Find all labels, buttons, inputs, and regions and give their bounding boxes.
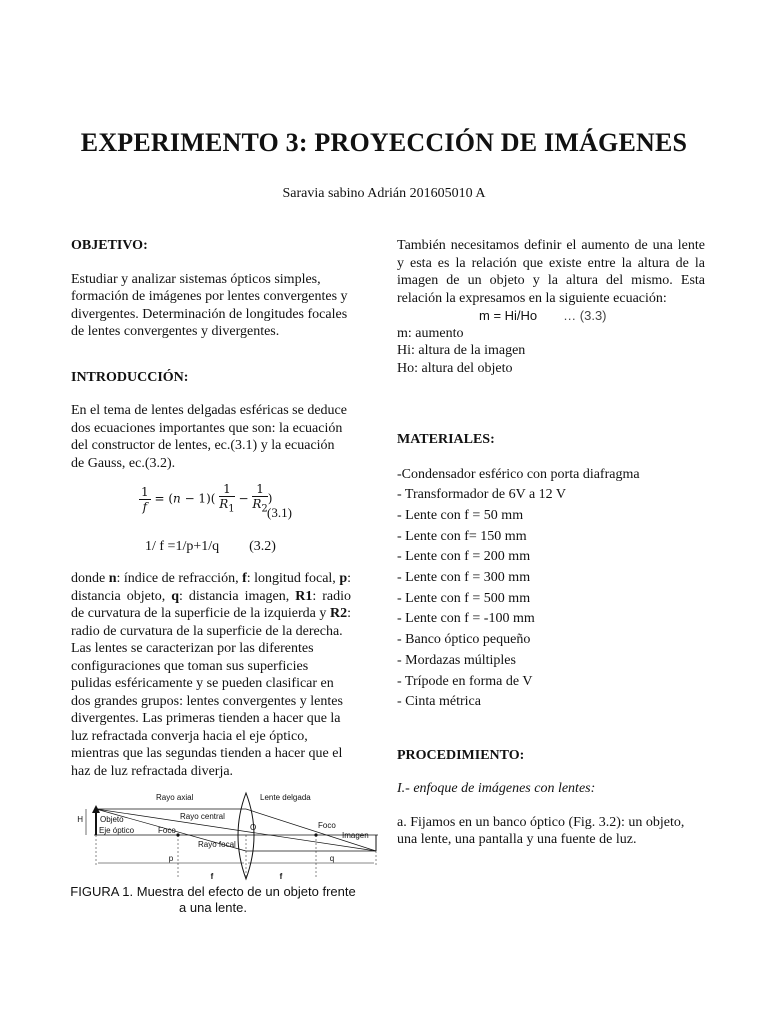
label-rayo-axial: Rayo axial [156, 793, 194, 802]
aumento-def-hi: Hi: altura de la imagen [397, 343, 526, 358]
aumento-paragraph: También necesitamos definir el aumento de una lente y esta es la relación que existe entre la altura de la imagen de un objeto y la altura del mismo. Esta relación la expresamos en la siguiente ecuación: [397, 238, 705, 306]
introduccion-paragraph-1: En el tema de lentes delgadas esféricas se deduce dos ecuaciones importantes que son: la ecuación del constructor de lentes, ec.(3.1) y la ecuación de Gauss, ec.(3.2). [71, 403, 347, 471]
equation-number-3-1: (3.1) [267, 505, 292, 520]
equation-number-3-2: (3.2) [249, 539, 276, 554]
list-item: - Banco óptico pequeño [397, 632, 531, 648]
list-item: - Mordazas múltiples [397, 652, 516, 668]
list-item: - Lente con f = 300 mm [397, 570, 531, 586]
materiales-list [397, 465, 705, 713]
list-item: -Condensador esférico con porta diafragma [397, 466, 640, 482]
magnification-equation [397, 307, 705, 325]
label-h: H [77, 815, 83, 824]
label-eje-optico: Eje óptico [99, 826, 135, 835]
label-foco-left: Foco [158, 826, 176, 835]
fraction-1-over-r1: $\frac{1}{R_1}$ [219, 482, 235, 515]
list-item: - Transformador de 6V a 12 V [397, 487, 567, 503]
fraction-1-over-r2: $\frac{1}{R_2}$ [252, 482, 268, 515]
label-f-right: f [279, 872, 283, 881]
lensmaker-equation: $\frac{1}{f}$ = (n − 1)( $\frac{1}{R_1}$ − $\frac{1}{R_2}$ ) [141, 482, 273, 515]
label-foco-right: Foco [318, 821, 336, 830]
label-objeto: Objeto [100, 815, 124, 824]
list-item: - Lente con f = 500 mm [397, 590, 531, 606]
page-title: EXPERIMENTO 3: PROYECCIÓN DE IMÁGENES [80, 128, 688, 157]
list-item: - Lente con f= 150 mm [397, 528, 527, 544]
central-ray [96, 809, 376, 851]
label-rayo-central: Rayo central [180, 812, 225, 821]
objetivo-heading: OBJETIVO: [71, 238, 148, 253]
equations-block [71, 472, 351, 558]
introduccion-paragraph-3: Las lentes se caracterizan por las diferentes configuraciones que toman sus superficies pulidas esféricamente y se pueden clasificar en dos grandes grupos: lentes convergentes y lentes divergentes. Las primeras tienden a hacer que la luz refractada converja hacia el eje óptico, mientras que las segundas tienden a hacer que el haz de luz refractada diverja. [71, 641, 343, 779]
label-rayo-focal: Rayo focal [198, 840, 236, 849]
procedimiento-subheading: I.- enfoque de imágenes con lentes: [397, 781, 596, 797]
equation-number-3-3: … (3.3) [563, 308, 607, 323]
objetivo-text: Estudiar y analizar sistemas ópticos simples, formación de imágenes por lentes convergentes y divergentes. Determinación de longitudes focales de lentes convergentes y divergentes. [71, 271, 348, 339]
right-column [397, 237, 705, 849]
label-imagen: Imagen [342, 831, 369, 840]
label-lente-delgada: Lente delgada [260, 793, 311, 802]
figure-caption: FIGURA 1. Muestra del efecto de un objeto frente a una lente. [70, 884, 356, 915]
list-item: - Lente con f = -100 mm [397, 611, 535, 627]
axial-ray-refracted [246, 809, 376, 851]
magnification-equation-text: m = Hi/Ho [479, 308, 538, 323]
aumento-def-m: m: aumento [397, 325, 464, 341]
fraction-1-over-f: $\frac{1}{f}$ [141, 484, 149, 514]
label-q: q [329, 854, 335, 863]
list-item: - Cinta métrica [397, 694, 481, 710]
procedimiento-heading: PROCEDIMIENTO: [397, 747, 525, 763]
gauss-equation-text: 1/ f =1/p+1/q [145, 539, 220, 554]
list-item: - Lente con f = 50 mm [397, 507, 524, 523]
introduccion-heading: INTRODUCCIÓN: [71, 369, 189, 385]
introduccion-paragraph-2: donde n: índice de refracción, f: longitud focal, p: distancia objeto, q: distancia imagen, R1: radio de curvatura de la superficie de la izquierda y R2: radio de curvatura de la superficie de la derecha. [71, 571, 351, 639]
label-f-left: f [210, 872, 214, 881]
list-item: - Lente con f = 200 mm [397, 549, 531, 565]
author-line: Saravia sabino Adrián 201605010 A [282, 186, 486, 201]
label-o: O [250, 823, 257, 832]
gauss-equation [145, 538, 276, 556]
list-item: - Trípode en forma de V [397, 673, 533, 689]
procedimiento-step-a: a. Fijamos en un banco óptico (Fig. 3.2): un objeto, una lente, una pantalla y una fuente de luz. [397, 814, 685, 848]
materiales-heading: MATERIALES: [397, 432, 495, 447]
label-p: p [168, 854, 174, 863]
left-column [71, 237, 351, 780]
aumento-def-ho: Ho: altura del objeto [397, 360, 513, 376]
lens-ray-diagram [70, 789, 380, 881]
